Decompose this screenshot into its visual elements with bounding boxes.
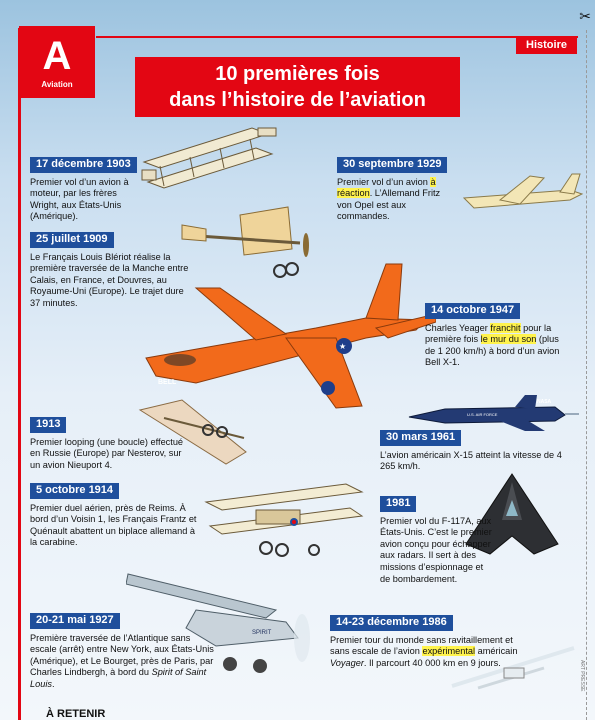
retenir-heading: À RETENIR xyxy=(46,708,106,720)
event-text: L’avion américain X-15 atteint la vitesse de 4 265 km/h. xyxy=(380,449,562,472)
title-line-2: dans l’histoire de l’aviation xyxy=(169,89,426,111)
event-date: 30 septembre 1929 xyxy=(337,157,447,173)
event-1903 xyxy=(30,157,148,223)
highlight: expérimental xyxy=(422,646,476,657)
event-date: 14 octobre 1947 xyxy=(425,303,520,319)
highlight: le mur du son xyxy=(480,334,537,345)
event-1947 xyxy=(425,303,570,369)
event-1986 xyxy=(330,615,530,669)
event-date: 20-21 mai 1927 xyxy=(30,613,120,629)
event-date: 1981 xyxy=(380,496,416,512)
event-date: 14-23 décembre 1986 xyxy=(330,615,453,631)
wright-flyer-illustration xyxy=(140,122,280,194)
event-date: 1913 xyxy=(30,417,66,433)
x15-label: U.S. AIR FORCE xyxy=(467,412,498,417)
event-text: Charles Yeager franchit pour la première fois le mur du son (plus de 1 200 km/h) à bord d’un avion Bell X-1. xyxy=(425,322,560,368)
svg-text:★: ★ xyxy=(339,342,347,351)
section-letter-box xyxy=(19,26,95,98)
event-date: 25 juillet 1909 xyxy=(30,232,114,248)
top-border xyxy=(96,36,578,38)
event-1927 xyxy=(30,613,215,691)
left-border xyxy=(18,28,21,720)
event-date: 5 octobre 1914 xyxy=(30,483,119,499)
event-text: Premier duel aérien, près de Reims. À bord d’un Voisin 1, les Français Frantz et Quénault abattent un biplace allemand à la carabine. xyxy=(30,502,197,548)
event-text: Premier vol du F-117A, aux États-Unis. C’est le premier avion conçu pour échapper aux radars. Il sert à des missions d’espionnage et de bombardement. xyxy=(380,515,492,584)
spirit-label: SPIRIT xyxy=(252,630,272,636)
event-1981 xyxy=(380,496,492,585)
event-text: Premier vol d’un avion à réaction. L’Allemand Fritz von Opel est aux commandes. xyxy=(337,176,441,222)
credit: ART PRESSE xyxy=(579,660,585,692)
bell-label: BELL xyxy=(158,379,177,386)
event-date: 30 mars 1961 xyxy=(380,430,461,446)
event-1914 xyxy=(30,483,198,549)
event-text: Premier vol d’un avion à moteur, par les frères Wright, aux États-Unis (Amérique). xyxy=(30,176,129,222)
event-1913 xyxy=(30,417,190,471)
opel-jet-illustration xyxy=(460,168,585,216)
title-line-1: 10 premières fois xyxy=(215,63,380,85)
section-letter: A xyxy=(42,34,72,78)
event-1909 xyxy=(30,232,195,310)
nasa-label: NASA xyxy=(537,399,552,405)
x15-illustration xyxy=(405,393,580,433)
category-tag: Histoire xyxy=(516,36,577,54)
event-text: Premier looping (une boucle) effectué en Russie (Europe) par Nesterov, sur un avion Nieuport 4. xyxy=(30,436,184,470)
highlight: à réaction xyxy=(337,176,436,199)
event-text: Première traversée de l’Atlantique sans escale (arrêt) entre New York, aux États-Unis (Amérique), et Le Bourget, près de Paris, par Charles Lindbergh, à bord du Spirit of Saint Louis. xyxy=(30,632,214,689)
highlight: franchit xyxy=(490,322,521,333)
event-text: Le Français Louis Blériot réalise la première traversée de la Manche entre Calais, en France, et Douvres, au Royaume-Uni (Europe). Le trajet dure 37 minutes. xyxy=(30,251,189,308)
section-label: Aviation xyxy=(41,80,73,89)
event-date: 17 décembre 1903 xyxy=(30,157,137,173)
cut-line xyxy=(586,30,587,720)
event-1929 xyxy=(337,157,457,223)
event-1961 xyxy=(380,430,570,473)
scissors-icon: ✂ xyxy=(579,8,591,24)
page-title xyxy=(135,57,460,117)
voisin-illustration xyxy=(196,480,366,558)
event-text: Premier tour du monde sans ravitaillement et sans escale de l’avion expérimental américain Voyager. Il parcourt 40 000 km en 9 jours. xyxy=(330,634,518,668)
